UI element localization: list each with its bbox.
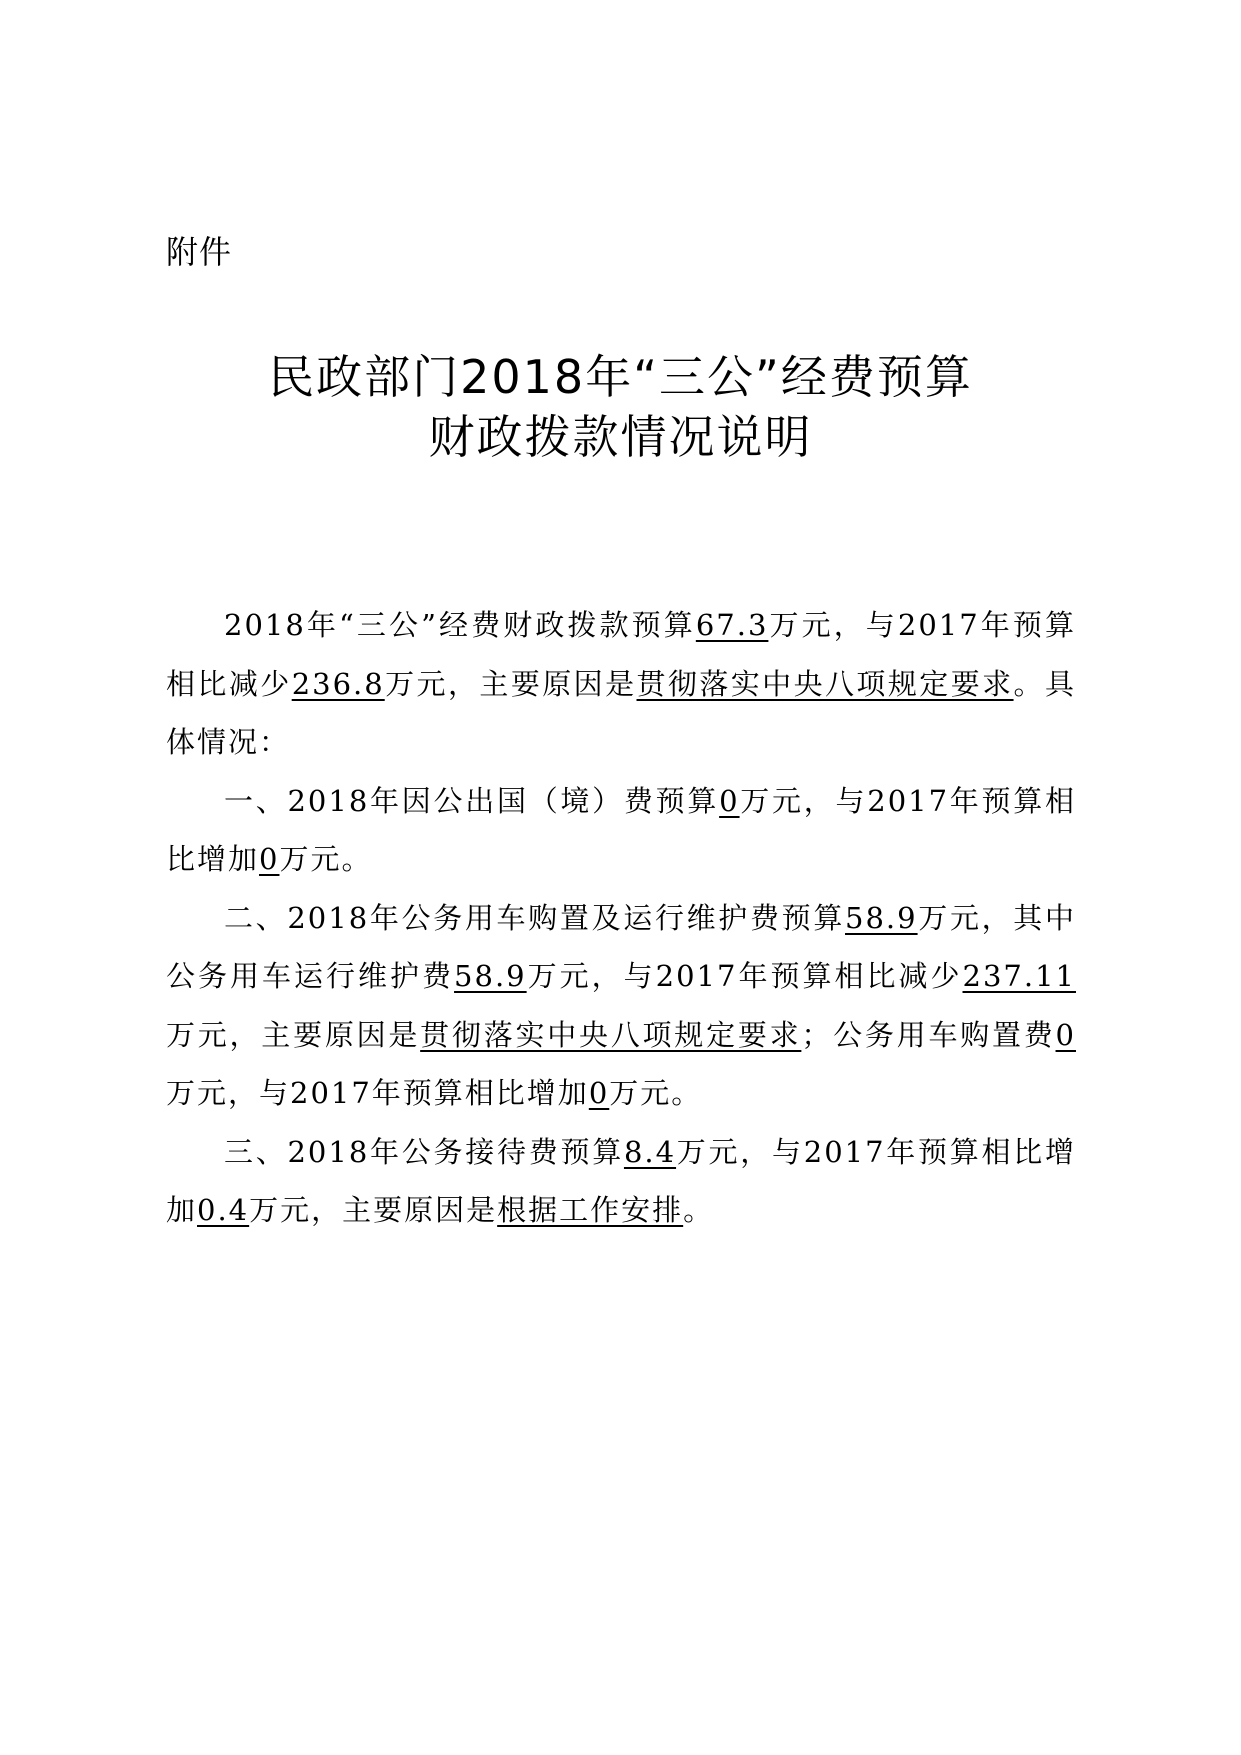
text-segment: 。具体情况：	[166, 666, 1076, 759]
total-budget-value: 67.3	[695, 608, 769, 642]
vehicle-budget-value: 58.9	[845, 900, 918, 935]
paragraph-vehicles	[166, 889, 1076, 1123]
text-segment: 三、2018年公务接待费预算	[224, 1134, 624, 1169]
vehicle-maintenance-value: 58.9	[454, 959, 527, 993]
text-segment: 万元，与2017年预算相比增加	[166, 1076, 589, 1110]
vehicle-purchase-increase-value: 0	[588, 1076, 610, 1110]
text-segment: 万元，其中公务用车运行维护费	[166, 900, 1076, 993]
overseas-increase-value: 0	[259, 842, 280, 876]
text-segment: ；公务用车购置费	[801, 1017, 1056, 1052]
total-decrease-value: 236.8	[291, 666, 385, 701]
text-segment: 万元，主要原因是	[166, 1017, 421, 1052]
vehicle-decrease-value: 237.11	[962, 959, 1076, 993]
reception-reason: 根据工作安排	[497, 1193, 684, 1227]
text-segment: 万元，主要原因是	[249, 1193, 498, 1227]
text-segment: 万元，与2017年预算相比增加	[166, 1134, 1076, 1227]
paragraph-summary	[166, 596, 1076, 772]
text-segment: 万元，与2017年预算相比减少	[166, 608, 1076, 701]
attachment-label: 附件	[166, 233, 233, 271]
summary-reason: 贯彻落实中央八项规定要求	[636, 666, 1014, 701]
text-segment: 万元。	[609, 1076, 703, 1110]
reception-increase-value: 0.4	[197, 1193, 250, 1227]
text-segment: 二、2018年公务用车购置及运行维护费预算	[224, 900, 846, 935]
reception-budget-value: 8.4	[623, 1134, 677, 1169]
text-segment: 。	[683, 1193, 715, 1227]
vehicle-purchase-value: 0	[1055, 1017, 1076, 1052]
text-segment: 万元。	[279, 842, 373, 876]
text-segment: 万元，与2017年预算相比增加	[166, 783, 1076, 876]
overseas-budget-value: 0	[719, 783, 740, 818]
text-segment: 万元，与2017年预算相比减少	[526, 959, 963, 993]
document-title-line-2: 财政拨款情况说明	[428, 410, 813, 464]
document-body	[166, 596, 1076, 1240]
text-segment: 2018年“三公”经费财政拨款预算	[224, 608, 696, 642]
document-title-line-1: 民政部门2018年“三公”经费预算	[268, 350, 973, 404]
text-segment: 万元，主要原因是	[384, 666, 637, 701]
paragraph-overseas-travel	[166, 772, 1076, 889]
text-segment: 一、2018年因公出国（境）费预算	[224, 783, 720, 818]
paragraph-reception	[166, 1123, 1076, 1240]
vehicle-reason: 贯彻落实中央八项规定要求	[420, 1017, 802, 1052]
